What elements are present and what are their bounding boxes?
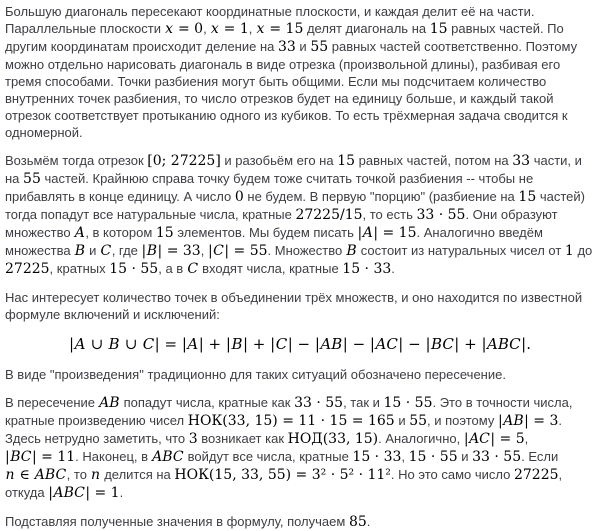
text-run: . Они образуют множество	[5, 207, 558, 240]
text-run: , откуда	[5, 467, 563, 500]
math-run: 27225/15	[295, 207, 363, 223]
math-run: 15 · 33	[352, 449, 402, 465]
text-run: частей. Крайнюю справа точку будем тоже считать точкой разбиения -- чтобы не прибавлять в конце единицу. А число	[5, 171, 534, 204]
text-run: . Наконец, в	[75, 449, 152, 464]
paragraph	[5, 289, 595, 323]
math-run: 15 · 55	[109, 261, 159, 277]
text-run: В пересечение	[5, 395, 99, 410]
math-run: |AB| = 3	[497, 413, 559, 429]
math-run: 85	[348, 514, 367, 530]
text-run: Возьмём тогда отрезок	[5, 153, 148, 168]
paragraph	[5, 3, 595, 141]
text-run: В виде "произведения" традиционно для таких ситуаций обозначено пересечение.	[5, 367, 506, 382]
text-run: . Это в точности числа, кратные произведению чисел	[5, 395, 573, 428]
math-run: |ABC| = 1	[48, 485, 120, 501]
text-run: .	[119, 485, 124, 500]
math-run: 27225	[5, 261, 50, 277]
text-run: Подставляя полученные значения в формулу, получаем	[5, 514, 349, 529]
math-run: n ∈ ABC	[5, 467, 67, 483]
math-run: C	[100, 243, 112, 259]
text-run: . Но это само число	[390, 467, 514, 482]
math-run: 33	[512, 153, 531, 169]
math-run: 33 · 55	[416, 207, 466, 223]
text-run: делится на	[100, 467, 175, 482]
text-run: . Аналогично,	[378, 431, 464, 446]
math-run: 15	[155, 225, 174, 241]
text-run: , то	[66, 467, 91, 482]
paragraph	[5, 366, 595, 383]
text-run: , и поэтому	[427, 413, 498, 428]
paragraph	[5, 152, 595, 278]
math-run: x = 0	[165, 21, 204, 37]
math-run: C	[187, 261, 199, 277]
math-run: 55	[23, 171, 41, 187]
paragraph	[5, 394, 595, 502]
math-run: 3	[188, 431, 198, 447]
math-run: НОД(33, 15)	[287, 431, 379, 447]
text-run: . Если	[521, 449, 559, 464]
text-run: . Аналогично введём множества	[5, 225, 543, 258]
text-run: , в котором	[85, 225, 156, 240]
math-run: 15 · 55	[383, 395, 433, 411]
text-run: . Множество	[267, 243, 346, 258]
text-run: делят диагональ на	[303, 21, 430, 36]
math-run: A	[74, 225, 85, 241]
text-run: . Здесь нетрудно заметить, что	[5, 413, 562, 446]
math-run: 27225	[513, 467, 559, 483]
text-run: попадут числа, кратные как	[120, 395, 295, 410]
math-run: ABC	[152, 449, 184, 465]
paragraph	[5, 513, 595, 531]
text-run: части, и на	[5, 153, 582, 186]
math-run: [0; 27225]	[147, 153, 221, 169]
math-run: |BC| = 11	[5, 449, 76, 465]
text-run: .	[366, 514, 371, 529]
text-run: и разобьём его на	[220, 153, 338, 168]
text-run: и	[295, 39, 311, 54]
text-run: , где	[111, 243, 142, 258]
display-formula	[5, 336, 595, 353]
math-run: 33	[277, 39, 296, 55]
text-run: ,	[401, 449, 409, 464]
text-run: ,	[524, 431, 529, 446]
text-run: ,	[203, 21, 211, 36]
text-run: войдут все числа, кратные	[184, 449, 353, 464]
math-run: 55	[409, 413, 428, 429]
math-run: x = 1	[210, 21, 249, 37]
text-run: элементов. Мы будем писать	[173, 225, 358, 240]
text-run: не будем. В первую "порцию" (разбиение на	[243, 189, 519, 204]
math-run: 33 · 55	[294, 395, 344, 411]
text-run: возникает как	[197, 431, 288, 446]
text-run: равных частей, потом на	[355, 153, 513, 168]
text-run: ,	[200, 243, 208, 258]
text-run: Большую диагональ пересекают координатные плоскости, и каждая делит её на части. Параллельные плоскости	[5, 4, 535, 36]
math-run: x = 15	[256, 21, 304, 37]
text-run: Нас интересует количество точек в объединении трёх множеств, и оно находится по известной формуле включений и исключений:	[5, 290, 583, 322]
text-run: состоит из натуральных чисел от	[357, 243, 565, 258]
text-run: , а в	[158, 261, 187, 276]
text-run: входят числа, кратные	[198, 261, 343, 276]
math-run: 55	[310, 39, 329, 55]
math-run: 1	[564, 243, 574, 259]
math-run: НОК(33, 15) = 11 · 15 = 165	[187, 413, 395, 429]
math-run: 33 · 55	[472, 449, 522, 465]
math-run: B	[74, 243, 85, 259]
math-run: B	[346, 243, 357, 259]
text-run: частей) тогда попадут все натуральные числа, кратные	[5, 189, 585, 222]
text-run: , так и	[343, 395, 384, 410]
text-run: равных частей. По другим координатам происходит деление на	[5, 21, 564, 54]
math-run: 15 · 55	[408, 449, 458, 465]
text-run: , то есть	[362, 207, 417, 222]
text-run: , кратных	[49, 261, 110, 276]
text-run: и	[457, 449, 473, 464]
text-run: равных частей соответственно. Поэтому можно отдельно нарисовать диагональ в виде отрезка (произвольной длины), разбивая его тремя способами. Точки разбиения могут быть общими. Если мы подсчитаем количество внутренних точек разбиения, то число отрезков будет на единицу больше, и каждый такой отрезок соответствует протыканию одного из кубиков. То есть трёхмерная задача сводится к одномерной.	[5, 39, 578, 140]
math-run: |C| = 55	[207, 243, 268, 259]
text-run: и	[85, 243, 100, 258]
math-run: |AC| = 5	[463, 431, 525, 447]
solution-text	[5, 3, 595, 531]
math-run: |A| = 15	[357, 225, 417, 241]
text-run: и	[394, 413, 410, 428]
math-run: AB	[99, 395, 120, 411]
math-run: 0	[234, 189, 244, 205]
math-run: |B| = 33	[141, 243, 201, 259]
math-run: НОК(15, 33, 55) = 3² · 5² · 11²	[174, 467, 391, 483]
math-run: |A ∪ B ∪ C| = |A| + |B| + |C| − |AB| − |AC| − |BC| + |ABC|.	[69, 335, 531, 353]
math-run: 15	[518, 189, 537, 205]
math-run: 15	[429, 21, 448, 37]
math-run: 15 · 33	[342, 261, 392, 277]
text-run: до	[573, 243, 593, 258]
math-run: 15	[337, 153, 356, 169]
text-run: ,	[248, 21, 256, 36]
text-run: .	[391, 261, 395, 276]
math-run: n	[91, 467, 101, 483]
